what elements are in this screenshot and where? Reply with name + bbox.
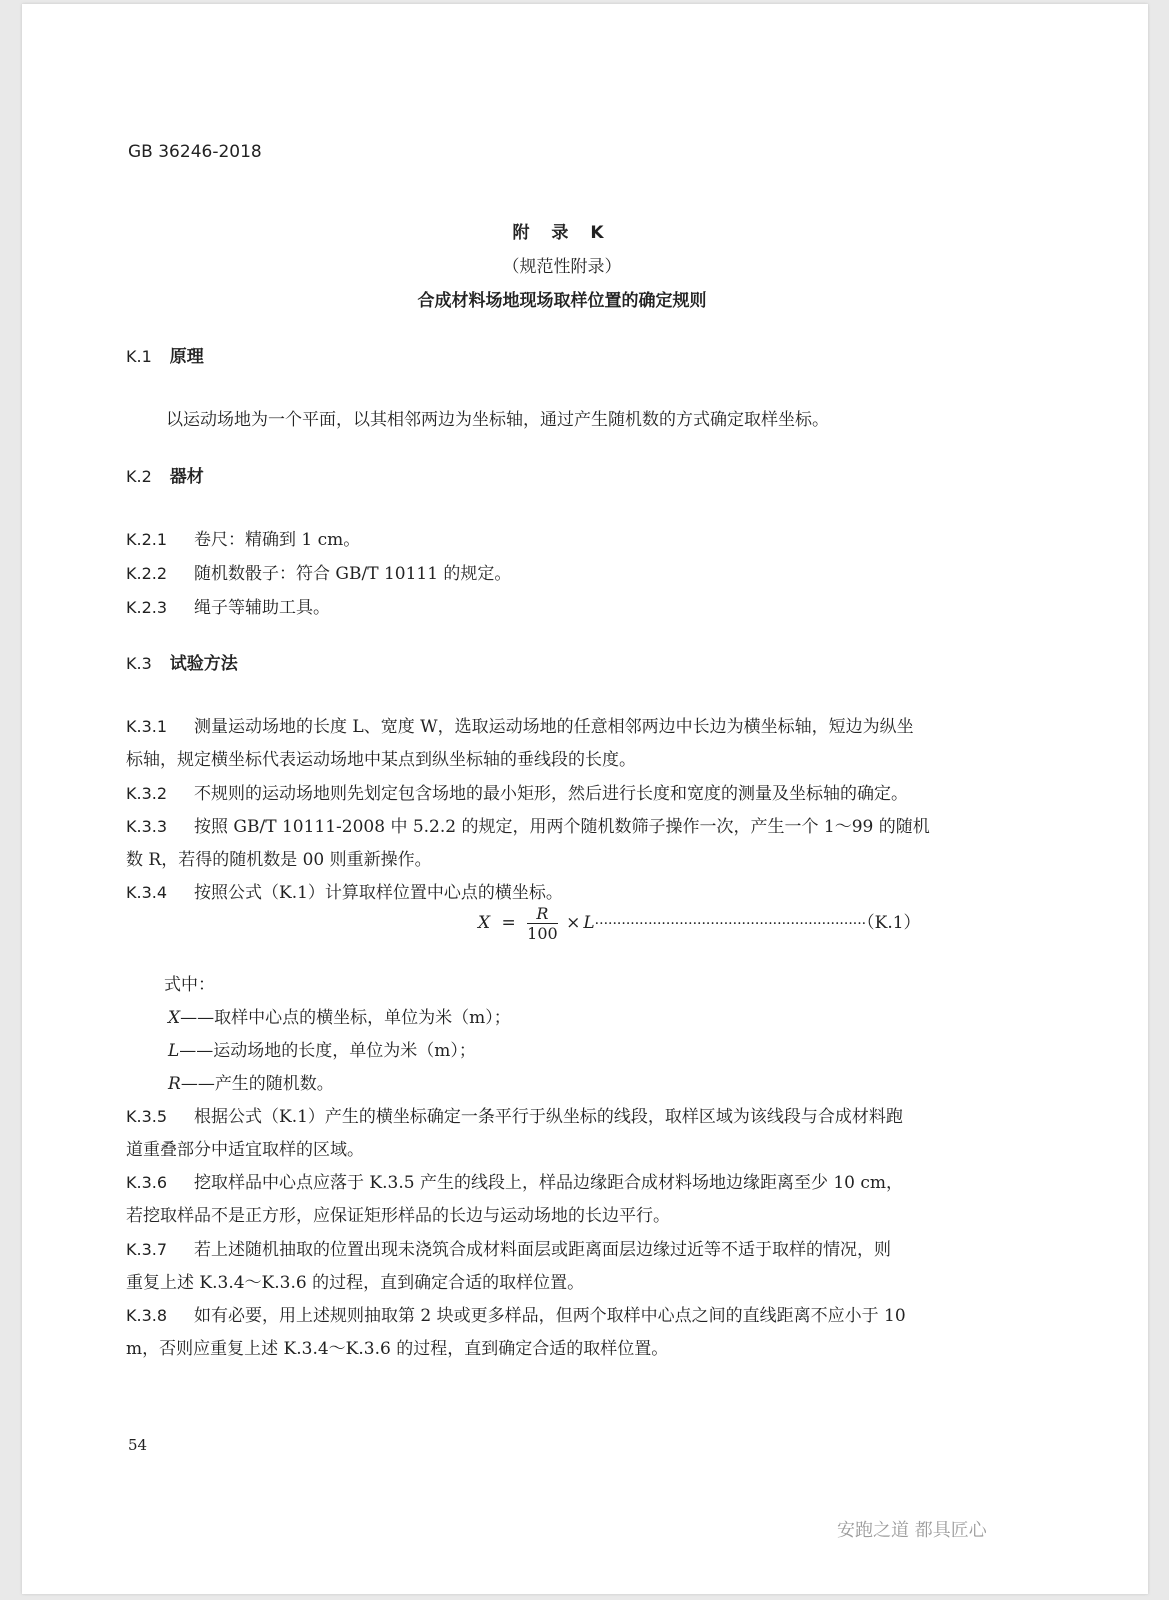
formula-k1 [478,904,921,943]
where-description: ——运动场地的长度，单位为米（m）； [179,1041,476,1061]
where-item [168,1069,334,1094]
appendix-label: 附 录 K [512,223,612,243]
formula-leader-dots: ····························································· [594,916,867,932]
clause-text: 不规则的运动场地则先划定包含场地的最小矩形，然后进行长度和宽度的测量及坐标轴的确定。 [194,784,908,804]
clause-k33 [126,812,930,837]
formula-numerator: R [527,904,558,924]
clause-text: 按照公式（K.1）计算取样位置中心点的横坐标。 [194,883,563,903]
where-description: ——产生的随机数。 [180,1074,334,1094]
clause-text: 若上述随机抽取的位置出现未浇筑合成材料面层或距离面层边缘过近等不适于取样的情况，则 [194,1240,891,1260]
section-number: K.2 [126,467,152,486]
clause-number: K.2.1 [126,530,168,549]
clause-number: K.3.1 [126,717,168,736]
clause-text: 按照 GB/T 10111-2008 中 5.2.2 的规定，用两个随机数筛子操作一次，产生一个 1～99 的随机 [194,817,930,837]
clause-number: K.3.4 [126,883,168,902]
clause-k38 [126,1301,906,1326]
clause-k21 [126,525,360,550]
section-k2-heading [126,462,204,487]
where-symbol: X [168,1008,181,1028]
clause-text: 测量运动场地的长度 L、宽度 W，选取运动场地的任意相邻两边中长边为横坐标轴，短边为纵坐 [194,717,914,737]
clause-number: K.3.6 [126,1173,168,1192]
formula-equals: = [501,913,516,933]
section-title: 器材 [169,467,204,487]
section-number: K.3 [126,654,152,673]
clause-k36-cont: 若挖取样品不是正方形，应保证矩形样品的长边与运动场地的长边平行。 [126,1206,670,1226]
clause-k33-cont: 数 R，若得的随机数是 00 则重新操作。 [126,850,432,870]
clause-k31-cont: 标轴，规定横坐标代表运动场地中某点到纵坐标轴的垂线段的长度。 [126,750,636,770]
clause-k35 [126,1102,903,1127]
appendix-title: 合成材料场地现场取样位置的确定规则 [417,291,707,311]
clause-number: K.3.8 [126,1306,168,1325]
where-description: ——取样中心点的横坐标，单位为米（m）； [180,1008,511,1028]
document-page [22,4,1148,1594]
clause-number: K.2.3 [126,598,168,617]
section-k1-heading [126,342,204,367]
where-item [168,1003,511,1028]
clause-k34 [126,878,563,903]
formula-var: L [583,913,595,933]
clause-k36 [126,1168,903,1193]
section-title: 原理 [169,347,204,367]
watermark-text: 安跑之道 都具匠心 [837,1520,987,1541]
where-symbol: R [168,1074,181,1094]
clause-k37-cont: 重复上述 K.3.4～K.3.6 的过程，直到确定合适的取样位置。 [126,1273,585,1293]
section-k3-heading [126,649,238,674]
clause-k38-cont: m，否则应重复上述 K.3.4～K.3.6 的过程，直到确定合适的取样位置。 [126,1339,669,1359]
standard-code: GB 36246-2018 [128,142,262,162]
formula-times: × [566,913,581,933]
formula-denominator: 100 [527,924,558,943]
where-symbol: L [168,1041,180,1061]
formula-reference: （K.1） [866,913,921,933]
clause-text: 根据公式（K.1）产生的横坐标确定一条平行于纵坐标的线段，取样区域为该线段与合成材料跑 [194,1107,903,1127]
appendix-type: （规范性附录） [502,257,622,277]
clause-k22 [126,559,511,584]
formula-lhs: X [478,913,491,933]
clause-k23 [126,593,330,618]
clause-k37 [126,1235,891,1260]
clause-text: 随机数骰子：符合 GB/T 10111 的规定。 [194,564,512,584]
where-intro: 式中： [164,975,215,995]
clause-text: 挖取样品中心点应落于 K.3.5 产生的线段上，样品边缘距合成材料场地边缘距离至少 10 cm， [194,1173,904,1193]
clause-number: K.3.5 [126,1107,168,1126]
formula-fraction [527,904,558,943]
clause-text: 卷尺：精确到 1 cm。 [194,530,361,550]
where-item [168,1036,476,1061]
clause-number: K.3.3 [126,817,168,836]
section-number: K.1 [126,347,152,366]
clause-number: K.2.2 [126,564,168,583]
clause-number: K.3.7 [126,1240,168,1259]
clause-text: 绳子等辅助工具。 [194,598,330,618]
page-number: 54 [128,1436,148,1454]
section-title: 试验方法 [169,654,238,674]
clause-k31 [126,712,914,737]
section-k1-body: 以运动场地为一个平面，以其相邻两边为坐标轴，通过产生随机数的方式确定取样坐标。 [166,410,829,430]
clause-k32 [126,779,908,804]
clause-text: 如有必要，用上述规则抽取第 2 块或更多样品，但两个取样中心点之间的直线距离不应小于 10 [194,1306,906,1326]
clause-number: K.3.2 [126,784,168,803]
clause-k35-cont: 道重叠部分中适宜取样的区域。 [126,1140,364,1160]
